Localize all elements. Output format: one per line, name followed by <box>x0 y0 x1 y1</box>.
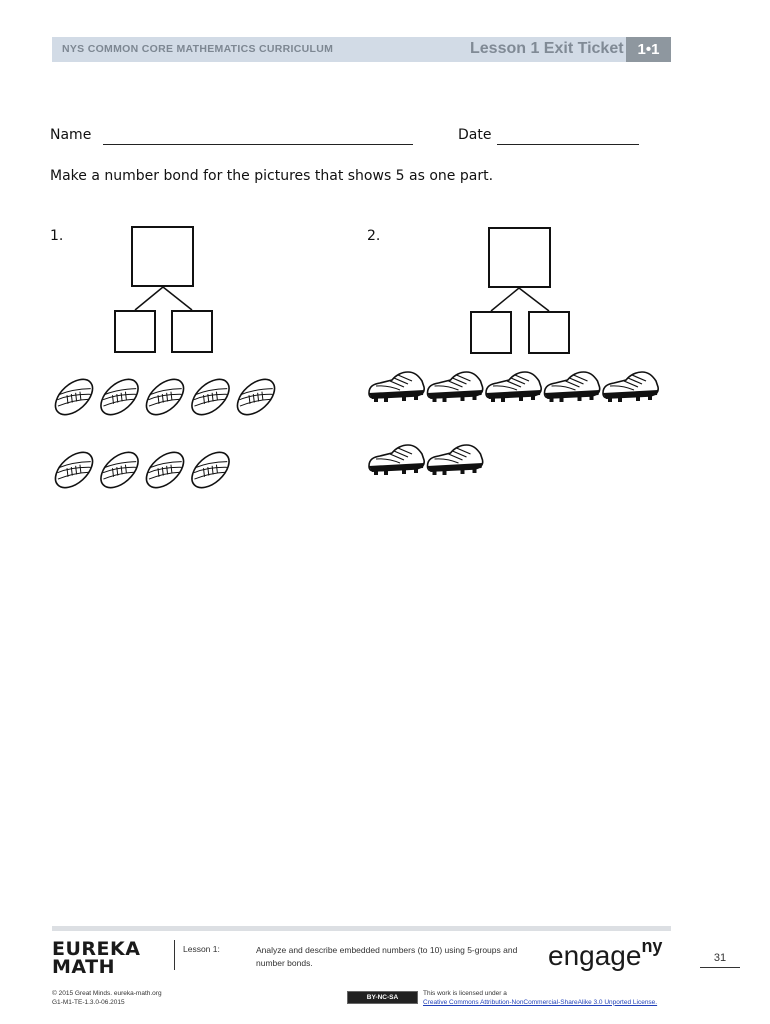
page-number: 31 <box>700 952 740 968</box>
football-icon <box>185 373 235 422</box>
date-label: Date <box>458 127 492 143</box>
football-icon <box>140 446 190 495</box>
football-icon <box>140 373 190 422</box>
module-badge: 1•1 <box>626 37 671 62</box>
footer-lesson-description: Analyze and describe embedded numbers (to 10) using 5-groups and number bonds. <box>256 945 518 968</box>
football-icon <box>94 446 144 495</box>
cleat-icon <box>369 445 424 475</box>
eureka-math-logo: EUREKA MATH <box>52 938 141 978</box>
copyright: © 2015 Great Minds. eureka-math.org G1-M1-TE-1.3.0-06.2015 <box>52 990 162 1006</box>
problem-number-1: 1. <box>50 228 64 244</box>
problem-number-2: 2. <box>367 228 381 244</box>
name-label: Name <box>50 127 92 143</box>
cleat-icon <box>428 445 483 475</box>
engageny-logo: engage$^{ny}$ <box>548 936 663 971</box>
cleat-icon <box>428 372 483 402</box>
football-icon <box>49 373 99 422</box>
cc-license-badge: BY-NC-SA <box>347 991 418 1004</box>
footer-rule <box>52 926 671 931</box>
cleat-icon <box>545 372 600 402</box>
cleat-icon <box>486 372 541 402</box>
football-icon <box>185 446 235 495</box>
license-link[interactable]: Creative Commons Attribution-NonCommercial-ShareAlike 3.0 Unported License. <box>423 998 658 1006</box>
license-text: This work is licensed under a Creative Commons Attribution-NonCommercial-ShareAlike 3.0 Unported License. <box>423 990 658 1006</box>
football-icon <box>49 446 99 495</box>
football-icon <box>231 373 281 422</box>
football-icon <box>94 373 144 422</box>
footer-lesson-label: Lesson 1: <box>183 944 220 954</box>
instructions: Make a number bond for the pictures that shows 5 as one part. <box>50 168 494 184</box>
cleat-icon <box>603 372 658 402</box>
curriculum-label: NYS COMMON CORE MATHEMATICS CURRICULUM <box>62 43 334 55</box>
page-title: Lesson 1 Exit Ticket <box>470 40 624 57</box>
cleat-icon <box>369 372 424 402</box>
footer-divider <box>174 940 175 970</box>
